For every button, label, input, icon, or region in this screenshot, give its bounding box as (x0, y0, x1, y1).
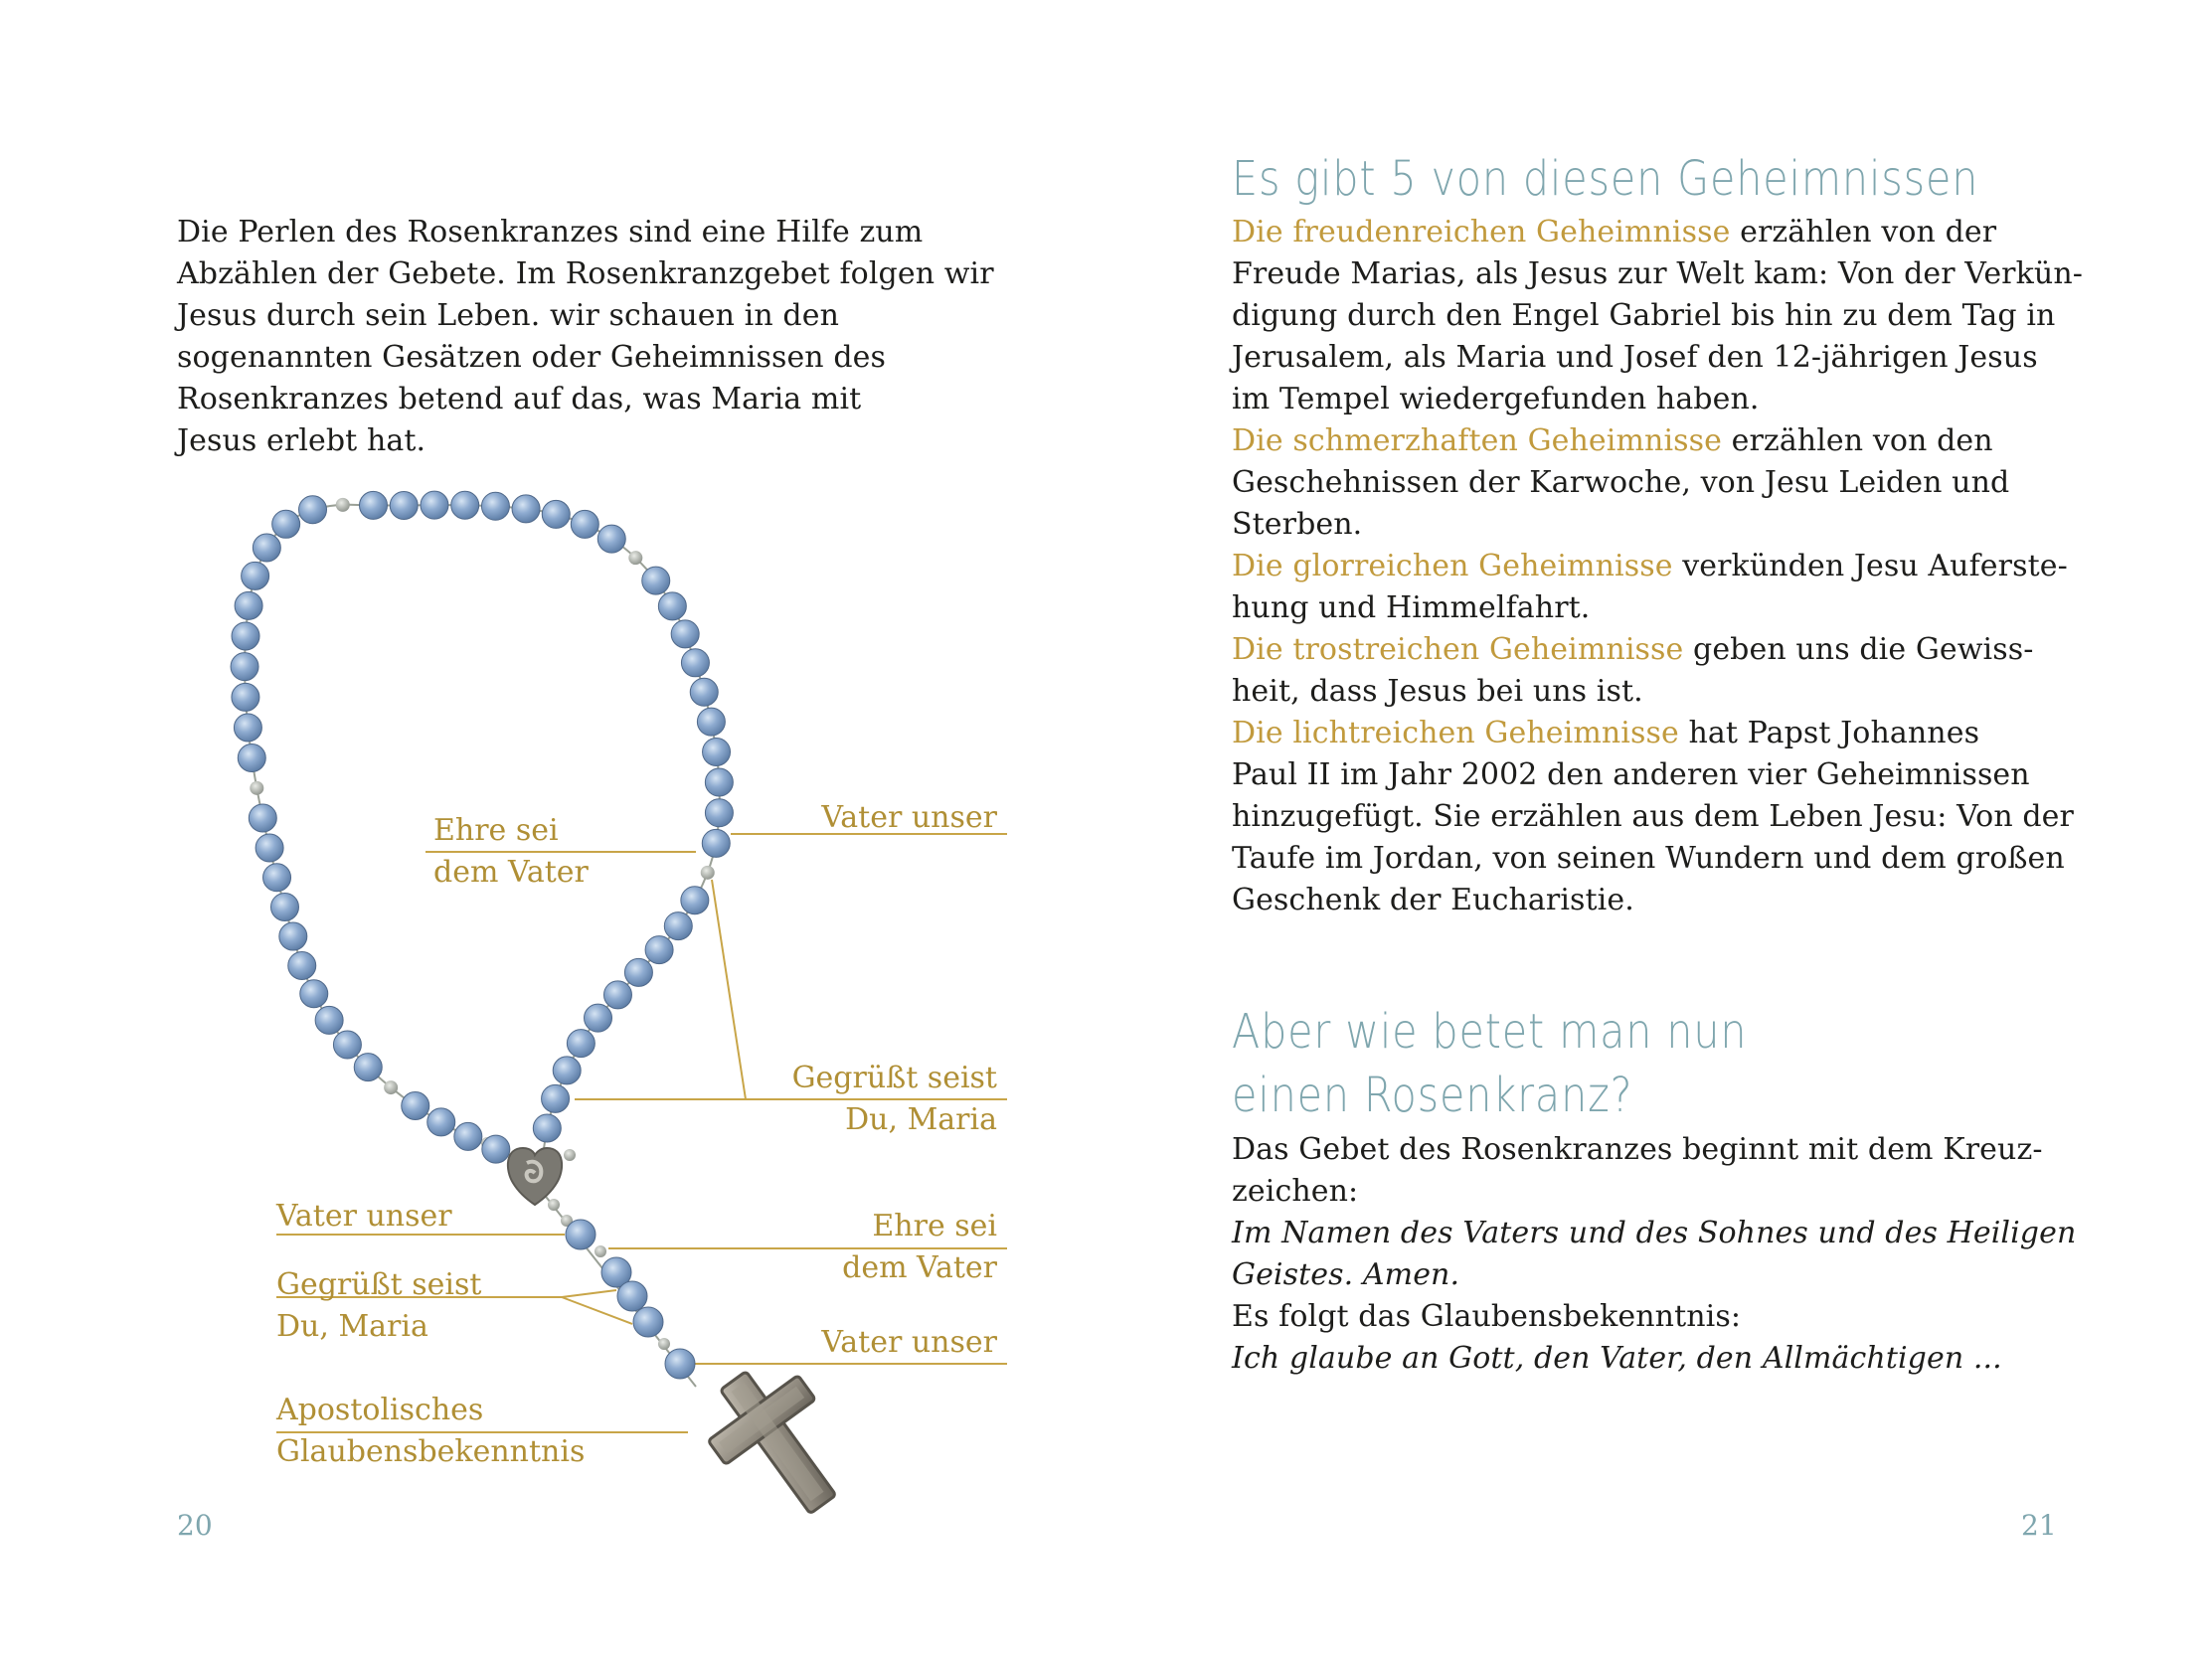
rosary-bead (333, 1031, 361, 1059)
rosary-bead (624, 958, 652, 986)
rosary-bead (315, 1006, 343, 1034)
rosary-bead (360, 491, 388, 519)
page-number-right: 21 (2021, 1509, 2057, 1542)
mystery-text: geben uns die Gewiss- (1683, 632, 2034, 667)
label-line: Du, Maria (276, 1309, 428, 1344)
rosary-bead (645, 936, 673, 964)
mystery-line: Geschehnissen der Karwoche, von Jesu Leiden und (1232, 465, 2010, 500)
rosary-bead (249, 804, 276, 832)
mystery-line (1232, 420, 2107, 462)
sorrowful-mysteries-title: Die schmerzhaften Geheimnisse (1232, 423, 1722, 458)
comforting-mysteries-title: Die trostreichen Geheimnisse (1232, 632, 1684, 667)
centerpiece-medal-icon (508, 1148, 562, 1205)
rosary-bead (263, 864, 291, 892)
pendant-bead (665, 1349, 695, 1379)
rosary-bead (454, 1122, 482, 1150)
rosary-bead (705, 768, 733, 796)
rosary-bead (597, 525, 625, 553)
prayer-line-italic: Im Namen des Vaters und des Sohnes und des Heiligen (1232, 1216, 2077, 1250)
mystery-line: digung durch den Engel Gabriel bis hin zu dem Tag in (1232, 298, 2056, 333)
label-line: Vater unser (821, 800, 997, 835)
rosary-bead (279, 922, 307, 950)
rosary-bead (642, 567, 670, 594)
label-line: Vater unser (276, 1199, 452, 1234)
label-our-father-bottom (775, 1322, 997, 1364)
mystery-line (1232, 629, 2107, 671)
intro-line: Jesus durch sein Leben. wir schauen in den (177, 298, 840, 333)
mystery-line (1232, 713, 2107, 754)
label-line: dem Vater (433, 855, 589, 890)
mystery-text: erzählen von den (1721, 423, 1993, 458)
rosary-bead (702, 829, 730, 857)
rosary-bead (705, 799, 733, 827)
rosary-bead (542, 500, 570, 528)
intro-line: Abzählen der Gebete. Im Rosenkranzgebet folgen wir (177, 256, 994, 291)
label-hail-mary-decade (756, 1058, 997, 1141)
label-line: Gegrüßt seist (791, 1061, 997, 1095)
mystery-line: heit, dass Jesus bei uns ist. (1232, 674, 1643, 709)
label-hail-mary-three (276, 1264, 481, 1348)
mysteries-paragraph (1232, 212, 2107, 921)
rosary-bead (664, 912, 692, 940)
mystery-line: Paul II im Jahr 2002 den anderen vier Geheimnissen (1232, 757, 2030, 792)
label-our-father-upper (775, 797, 997, 839)
prayer-line: Es folgt das Glaubensbekenntnis: (1232, 1299, 1742, 1334)
prayer-line: Das Gebet des Rosenkranzes beginnt mit dem Kreuz- (1232, 1132, 2043, 1167)
mystery-line: hung und Himmelfahrt. (1232, 590, 1591, 625)
label-line: Du, Maria (845, 1102, 997, 1137)
spacer-bead (628, 551, 642, 565)
mystery-line: Geschenk der Eucharistie. (1232, 883, 1634, 917)
rosary-bead (300, 980, 328, 1008)
mystery-line: Taufe im Jordan, von seinen Wundern und dem großen (1232, 841, 2065, 876)
spacer-bead (658, 1338, 670, 1350)
rosary-bead (542, 1084, 570, 1112)
pendant-bead (566, 1220, 596, 1249)
glorious-mysteries-title: Die glorreichen Geheimnisse (1232, 549, 1673, 583)
heading-line: einen Rosenkranz? (1232, 1068, 1633, 1123)
spacer-bead (564, 1149, 576, 1161)
rosary-bead (253, 534, 280, 562)
rosary-bead (697, 708, 725, 736)
mystery-line: Jerusalem, als Maria und Josef den 12-jährigen Jesus (1232, 340, 2038, 375)
label-glory-be-upper (433, 810, 589, 894)
label-line: Ehre sei (872, 1209, 997, 1243)
prayer-paragraph (1232, 1129, 2107, 1380)
luminous-mysteries-title: Die lichtreichen Geheimnisse (1232, 716, 1679, 750)
rosary-bead (585, 1004, 612, 1032)
label-line: Gegrüßt seist (276, 1267, 482, 1302)
mystery-line: hinzugefügt. Sie erzählen aus dem Leben Jesu: Von der (1232, 799, 2074, 834)
rosary-bead (533, 1114, 561, 1142)
spacer-bead (250, 781, 263, 795)
rosary-bead (451, 491, 479, 519)
label-line: Ehre sei (433, 813, 559, 848)
mystery-line (1232, 546, 2107, 587)
label-line: Vater unser (821, 1325, 997, 1360)
mystery-text: verkünden Jesu Auferste- (1672, 549, 2068, 583)
spacer-bead (595, 1245, 606, 1257)
rosary-bead (703, 738, 731, 765)
heading-line: Aber wie betet man nun (1232, 1004, 1748, 1060)
rosary-bead (231, 653, 258, 681)
spacer-bead (336, 498, 350, 512)
rosary-bead (482, 1135, 510, 1163)
rosary-bead (402, 1092, 429, 1120)
rosary-bead (671, 620, 699, 648)
rosary-bead (270, 893, 298, 920)
joyful-mysteries-title: Die freudenreichen Geheimnisse (1232, 215, 1731, 249)
rosary-bead (354, 1054, 382, 1081)
intro-line: Jesus erlebt hat. (177, 423, 426, 458)
spacer-bead (384, 1080, 398, 1094)
rosary-bead (567, 1030, 595, 1058)
rosary-bead (238, 744, 265, 772)
rosary-bead (690, 678, 718, 706)
pendant-bead (633, 1307, 663, 1337)
rosary-bead (658, 592, 686, 620)
prayer-line-italic: Ich glaube an Gott, den Vater, den Allmächtigen ... (1232, 1341, 2002, 1376)
mystery-line: Freude Marias, als Jesus zur Welt kam: Von der Verkün- (1232, 256, 2083, 291)
rosary-bead (234, 714, 261, 742)
rosary-bead (603, 981, 631, 1009)
pendant-bead (617, 1281, 647, 1311)
rosary-bead (272, 510, 300, 538)
spacer-bead (548, 1199, 560, 1211)
label-line: Glaubensbekenntnis (276, 1434, 586, 1469)
rosary-bead (235, 591, 262, 619)
rosary-bead (481, 492, 509, 520)
intro-line: Die Perlen des Rosenkranzes sind eine Hilfe zum (177, 215, 924, 249)
rosary-bead (255, 834, 283, 862)
page-number-left: 20 (177, 1509, 213, 1542)
rosary-beads (231, 491, 733, 1379)
prayer-line: zeichen: (1232, 1174, 1359, 1209)
label-line: Apostolisches (276, 1393, 484, 1427)
rosary-bead (427, 1108, 455, 1136)
label-glory-be-lower (775, 1206, 997, 1289)
heading-how-to-pray (1232, 1000, 1747, 1127)
rosary-bead (681, 649, 709, 677)
rosary-bead (421, 491, 448, 519)
rosary-bead (553, 1057, 581, 1084)
rosary-bead (232, 622, 259, 650)
intro-line: Rosenkranzes betend auf das, was Maria mit (177, 382, 862, 416)
rosary-bead (299, 496, 327, 524)
rosary-bead (681, 887, 709, 914)
spacer-bead (701, 866, 715, 880)
mystery-line (1232, 212, 2107, 253)
mystery-text: hat Papst Johannes (1678, 716, 1980, 750)
intro-line: sogenannten Gesätzen oder Geheimnissen des (177, 340, 887, 375)
crucifix-icon (688, 1348, 868, 1537)
prayer-line-italic: Geistes. Amen. (1232, 1257, 1460, 1292)
rosary-bead (390, 491, 418, 519)
mystery-line: im Tempel wiedergefunden haben. (1232, 382, 1760, 416)
label-our-father-left (276, 1196, 452, 1238)
rosary-bead (571, 510, 598, 538)
label-line: dem Vater (842, 1250, 997, 1285)
rosary-bead (242, 562, 269, 589)
mystery-text: erzählen von der (1730, 215, 1997, 249)
label-apostles-creed (276, 1390, 585, 1473)
rosary-bead (232, 683, 259, 711)
rosary-bead (512, 495, 540, 523)
heading-five-mysteries: Es gibt 5 von diesen Geheimnissen (1232, 151, 1979, 207)
mystery-line: Sterben. (1232, 507, 1363, 542)
rosary-bead (288, 951, 316, 979)
